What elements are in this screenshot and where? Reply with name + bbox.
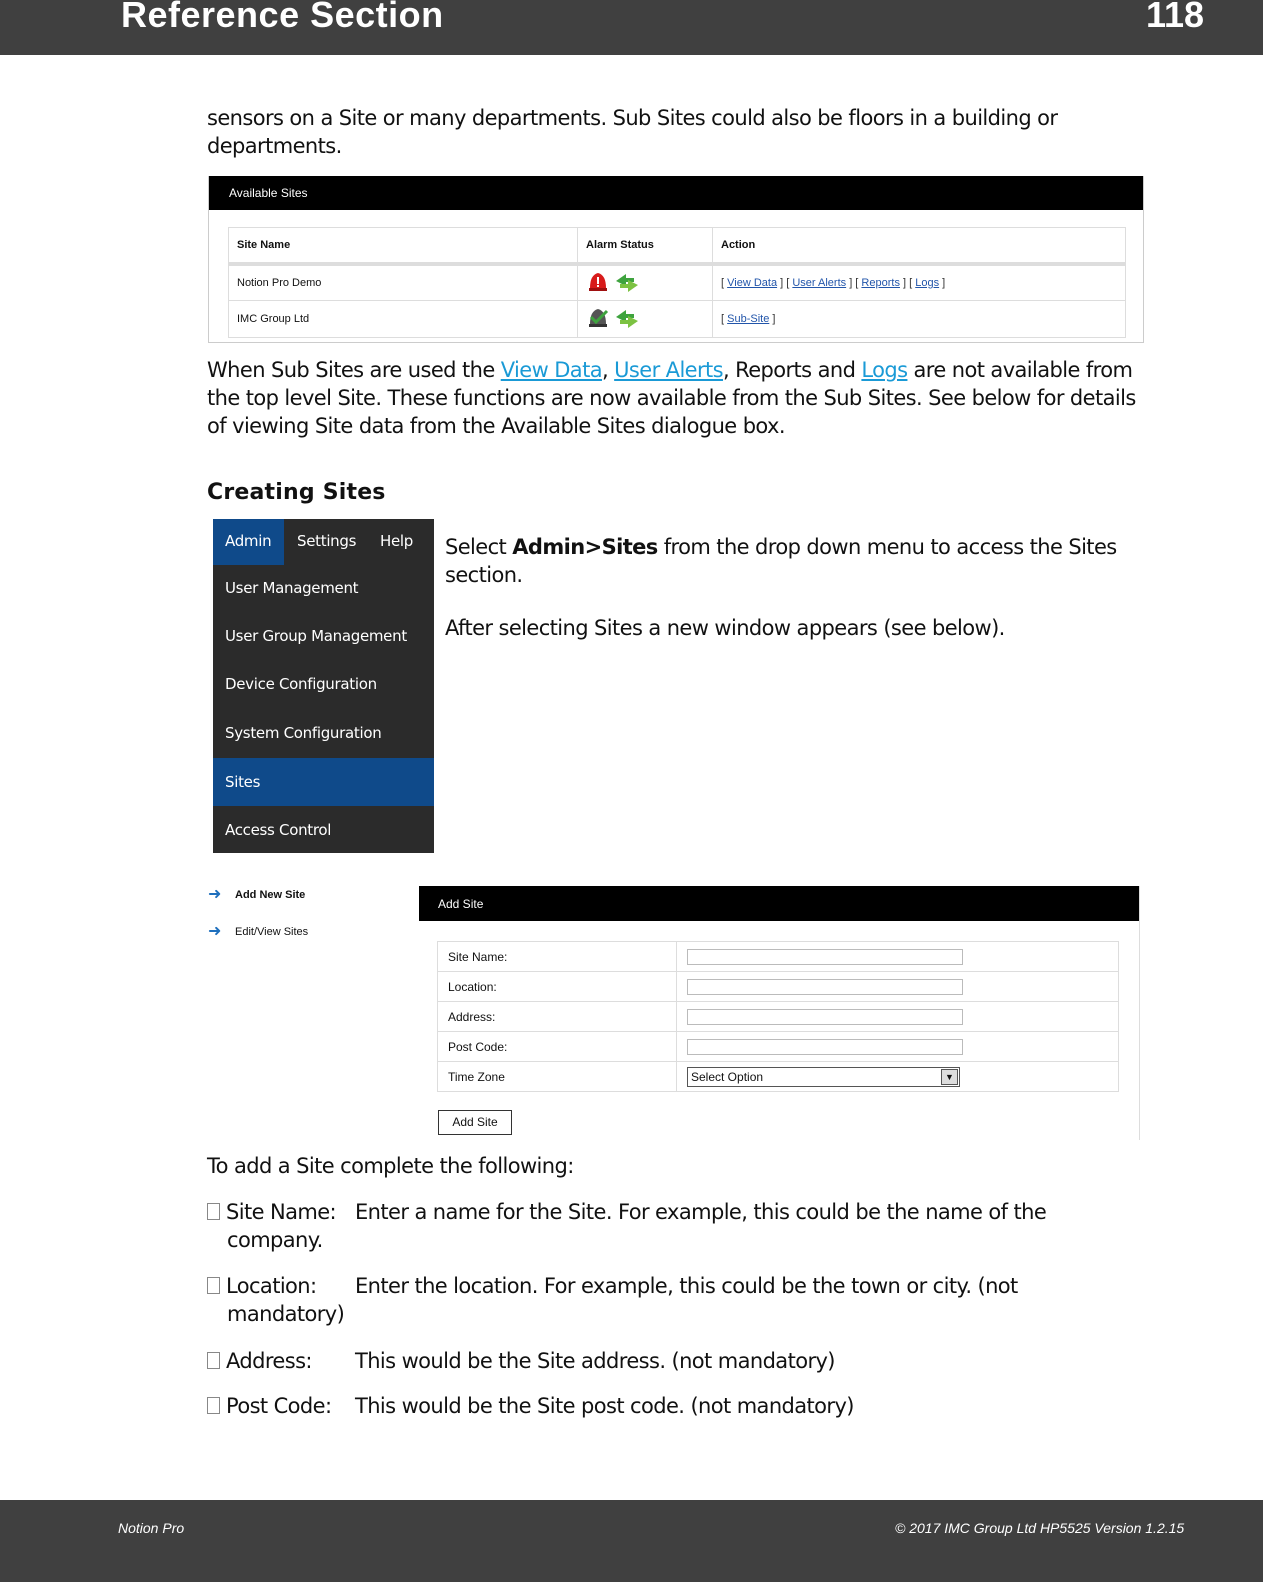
location-input[interactable]: [687, 979, 963, 995]
bullet-box-icon: [207, 1203, 220, 1220]
menu-admin[interactable]: Admin: [213, 519, 284, 565]
text: are not available from the top level Site. These functions are now available from the Sub Sites. See below for details of viewing Site data from the Available Sites dialogue box.: [207, 358, 1136, 438]
menu-help[interactable]: Help: [380, 532, 413, 550]
location-label: Location:: [438, 972, 677, 1002]
select-value: Select Option: [691, 1069, 764, 1084]
admin-menu-screenshot: [213, 519, 434, 853]
link-label: Add New Site: [235, 889, 306, 901]
form-row: [438, 942, 1119, 972]
instructions-text: To add a Site complete the following:: [207, 1154, 574, 1178]
page-header: [0, 0, 1263, 55]
column-header: Action: [713, 228, 1126, 265]
intro-paragraph: sensors on a Site or many departments. Sub Sites could also be floors in a building or departments.: [207, 106, 1058, 158]
time-zone-select[interactable]: [687, 1067, 960, 1087]
form-row: [438, 972, 1119, 1002]
add-new-site-link[interactable]: [208, 886, 306, 903]
available-sites-titlebar: [209, 176, 1143, 210]
menu-item-system-configuration[interactable]: System Configuration: [225, 724, 382, 742]
bullet-text: Enter a name for the Site. For example, this could be the name of the: [355, 1200, 1047, 1224]
sub-site-link[interactable]: Sub-Site: [727, 313, 770, 325]
action-cell: [ View Data ] [ User Alerts ] [ Reports ] [ Logs ]: [713, 264, 1126, 301]
page-number: 118: [1146, 0, 1205, 35]
sub-sites-paragraph: [207, 356, 1142, 440]
bullet-text-cont: company.: [227, 1228, 323, 1252]
form-row: [438, 1062, 1119, 1092]
user-alerts-link[interactable]: User Alerts: [614, 358, 724, 382]
add-site-form: [437, 941, 1119, 1092]
admin-sites-path: Admin>Sites: [512, 535, 658, 559]
bullet-label: Location:: [226, 1274, 317, 1298]
column-header: Alarm Status: [578, 228, 713, 265]
bullet-text: This would be the Site post code. (not mandatory): [355, 1394, 854, 1418]
logs-link[interactable]: Logs: [915, 277, 940, 289]
alarm-icons: [586, 305, 646, 331]
creating-sites-heading: Creating Sites: [207, 480, 386, 505]
view-data-link[interactable]: View Data: [500, 358, 602, 382]
menu-item-access-control[interactable]: Access Control: [225, 821, 332, 839]
bullet-text-cont: mandatory): [227, 1302, 345, 1326]
post-code-label: Post Code:: [438, 1032, 677, 1062]
available-sites-screenshot: [208, 176, 1144, 343]
bullet-label: Address:: [226, 1349, 312, 1373]
bullet-post-code: [207, 1392, 1142, 1420]
table-header-row: [229, 228, 1126, 265]
time-zone-label: Time Zone: [438, 1062, 677, 1092]
action-cell: [ Sub-Site ]: [713, 301, 1126, 338]
site-name-input[interactable]: [687, 949, 963, 965]
logs-link[interactable]: Logs: [861, 358, 908, 382]
address-input[interactable]: [687, 1009, 963, 1025]
bullet-address: [207, 1347, 1142, 1375]
alarm-icons: [586, 269, 646, 295]
bullet-box-icon: [207, 1397, 220, 1414]
text: When Sub Sites are used the: [207, 358, 501, 382]
refresh-icon: [616, 274, 638, 292]
menu-item-sites[interactable]: Sites: [213, 758, 434, 806]
menu-item-user-group-management[interactable]: User Group Management: [225, 627, 407, 645]
arrow-right-icon: ➜: [208, 886, 222, 903]
bullet-location: [207, 1272, 1142, 1328]
bullet-box-icon: [207, 1352, 220, 1369]
bullet-label: Post Code:: [226, 1394, 332, 1418]
menu-settings[interactable]: Settings: [297, 532, 357, 550]
bullet-site-name: [207, 1198, 1142, 1254]
edit-view-sites-link[interactable]: [208, 923, 309, 940]
arrow-right-icon: ➜: [208, 923, 222, 940]
add-site-screenshot: [419, 886, 1140, 1140]
address-label: Address:: [438, 1002, 677, 1032]
column-header: Site Name: [229, 228, 578, 265]
available-sites-table: [228, 227, 1126, 338]
add-site-titlebar: [419, 886, 1139, 921]
footer-product: Notion Pro: [118, 1520, 185, 1536]
post-code-input[interactable]: [687, 1039, 963, 1055]
bullet-text: This would be the Site address. (not mandatory): [355, 1349, 835, 1373]
alarm-status-cell: [578, 264, 713, 301]
site-name-cell: IMC Group Ltd: [229, 301, 578, 338]
text: , Reports and: [723, 358, 862, 382]
section-title: Reference Section: [121, 0, 444, 35]
text: Select: [445, 535, 513, 559]
site-name-label: Site Name:: [438, 942, 677, 972]
alarm-status-cell: [578, 301, 713, 338]
menu-item-user-management[interactable]: User Management: [225, 579, 359, 597]
page-footer: [0, 1500, 1263, 1582]
reports-link[interactable]: Reports: [861, 277, 900, 289]
user-alerts-link[interactable]: User Alerts: [792, 277, 847, 289]
after-selecting-text: After selecting Sites a new window appears (see below).: [445, 616, 1005, 640]
chevron-down-icon: ▼: [941, 1069, 958, 1085]
available-sites-title: Available Sites: [229, 186, 308, 200]
view-data-link[interactable]: View Data: [727, 277, 778, 289]
form-row: [438, 1002, 1119, 1032]
menu-description: [445, 533, 1145, 589]
text: ,: [601, 358, 615, 382]
table-row: [229, 264, 1126, 301]
form-row: [438, 1032, 1119, 1062]
add-site-title: Add Site: [438, 897, 484, 911]
ok-bell-icon: [589, 309, 607, 327]
footer-copyright: © 2017 IMC Group Ltd HP5525 Version 1.2.15: [895, 1520, 1185, 1536]
alarm-bell-icon: [589, 273, 607, 291]
table-row: [229, 301, 1126, 338]
menu-item-device-configuration[interactable]: Device Configuration: [225, 675, 377, 693]
bullet-text: Enter the location. For example, this could be the town or city. (not: [355, 1274, 1018, 1298]
bullet-box-icon: [207, 1277, 220, 1294]
add-site-button[interactable]: Add Site: [438, 1110, 512, 1135]
bullet-label: Site Name:: [226, 1200, 337, 1224]
link-label: Edit/View Sites: [235, 926, 309, 938]
site-name-cell: Notion Pro Demo: [229, 264, 578, 301]
refresh-icon: [616, 310, 638, 328]
text: from the drop down menu to access the Sites section.: [445, 535, 1117, 587]
